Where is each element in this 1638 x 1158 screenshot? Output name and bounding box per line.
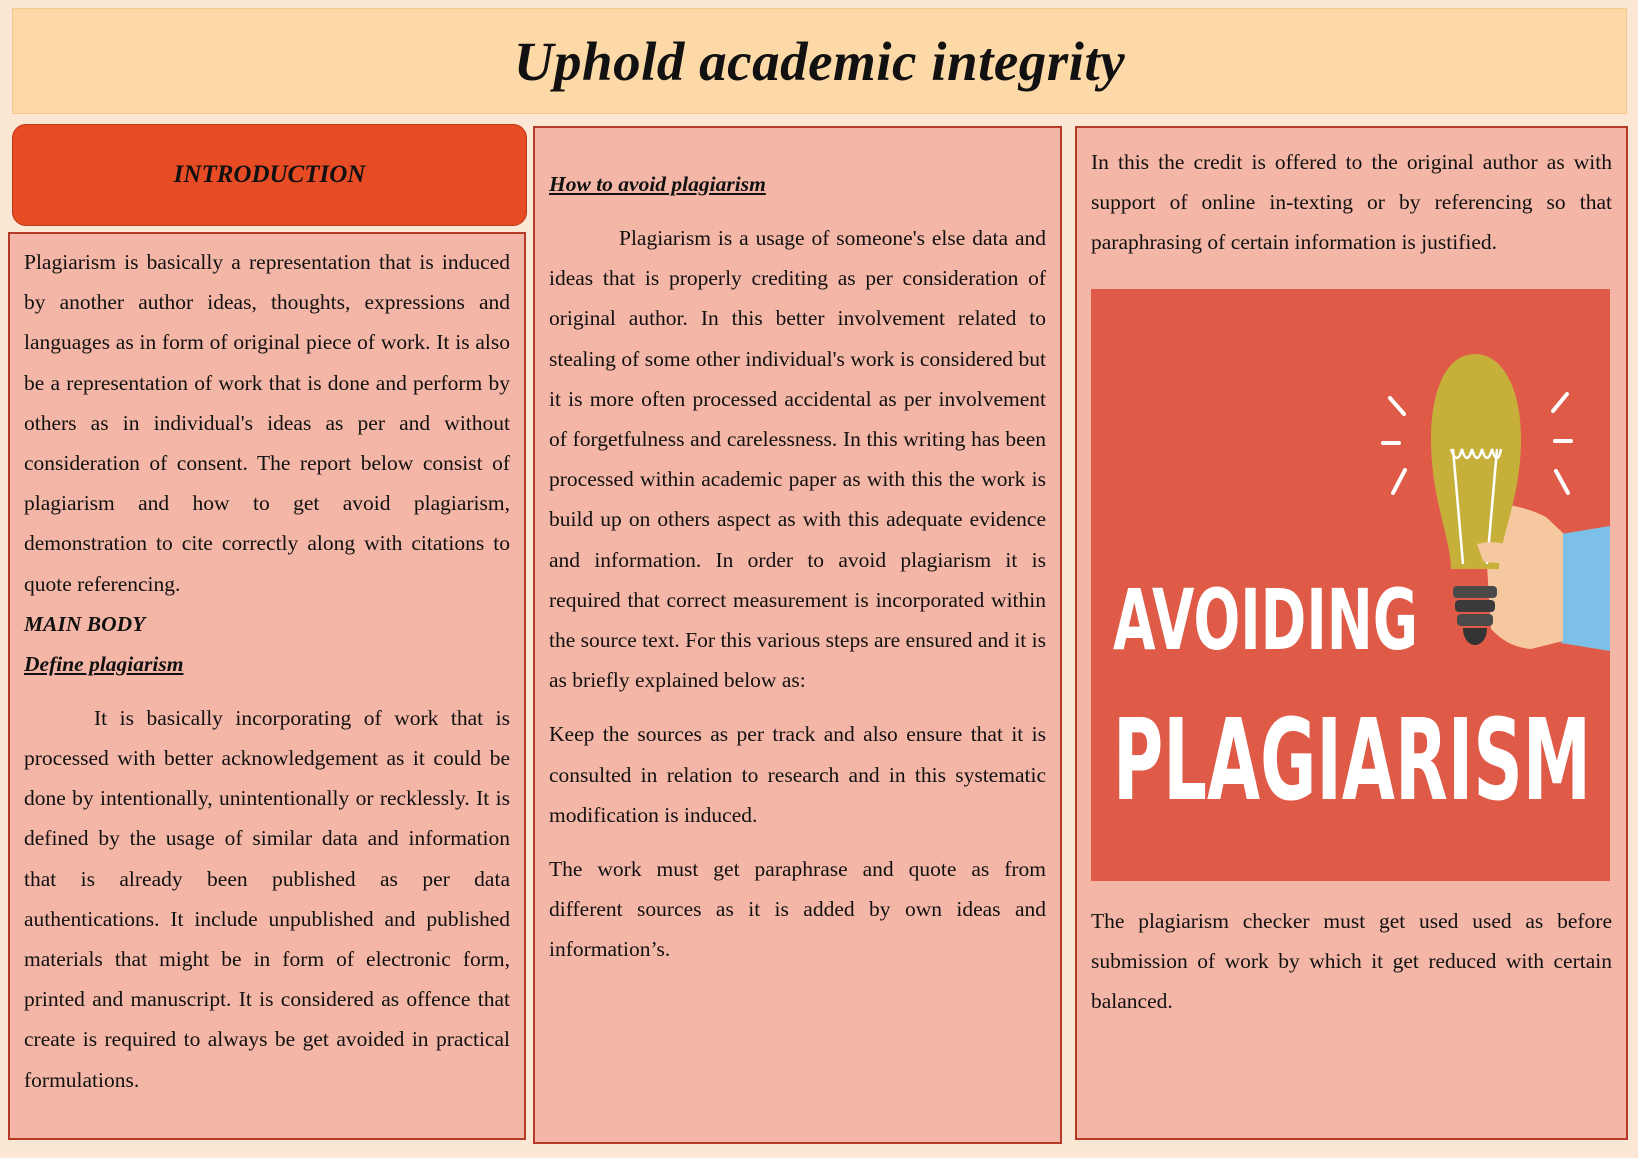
avoid-paragraph-1: Plagiarism is a usage of someone's else data and ideas that is properly crediting as per consideration of original author. In this better involvement related to stealing of some other individual's work is considered but it is more often processed accidental as per involvement of forgetfulness and carelessness. In this writing has been processed within academic paper as with this the work is build up on others aspect as with this adequate evidence and information. In order to avoid plagiarism it is required that correct measurement is incorporated within the source text. For this various steps are ensured and it is as briefly explained below as: <box>549 226 1046 693</box>
column-credit <box>1075 126 1628 1140</box>
intro-paragraph: Plagiarism is basically a representation that is induced by another author ideas, thoughts, expressions and languages as in form of original piece of work. It is also be a representation of work that is done and perform by others as in individual's ideas as per and without consideration of consent. The report below consist of plagiarism and how to get avoid plagiarism, demonstration to cite correctly along with citations to quote referencing. <box>24 250 510 596</box>
image-text-plagiarism: PLAGIARISM <box>1113 695 1591 826</box>
avoid-paragraph-2: Keep the sources as per track and also ensure that it is consulted in relation to research and in this systematic modification is induced. <box>549 722 1046 827</box>
avoiding-plagiarism-illustration <box>1091 289 1610 881</box>
column-avoid-plagiarism <box>533 126 1062 1144</box>
avoid-plagiarism-heading: How to avoid plagiarism <box>549 172 766 196</box>
define-plagiarism-paragraph: It is basically incorporating of work that is processed with better acknowledgement as it could be done by intentionally, unintentionally or recklessly. It is defined by the usage of similar data and information that is already been published as per data authentications. It include unpublished and published materials that might be in form of electronic form, printed and manuscript. It is considered as offence that create is required to always be get avoided in practical formulations. <box>24 705 510 1092</box>
page-title: Uphold academic integrity <box>513 30 1126 92</box>
image-text-avoiding: AVOIDING <box>1113 570 1418 669</box>
column-introduction <box>8 232 526 1140</box>
checker-paragraph: The plagiarism checker must get used used as before submission of work by which it get reduced with certain balanced. <box>1091 908 1612 1014</box>
main-body-heading: MAIN BODY <box>24 611 146 636</box>
define-plagiarism-heading: Define plagiarism <box>24 651 184 676</box>
sleeve-icon <box>1561 526 1610 651</box>
introduction-heading: INTRODUCTION <box>173 161 366 188</box>
introduction-banner <box>12 124 527 226</box>
avoid-paragraph-3: The work must get paraphrase and quote as from different sources as it is added by own ideas and information’s. <box>549 857 1046 962</box>
title-banner <box>12 8 1627 114</box>
credit-paragraph: In this the credit is offered to the original author as with support of online in-texting or by referencing so that paraphrasing of certain information is justified. <box>1091 150 1612 255</box>
